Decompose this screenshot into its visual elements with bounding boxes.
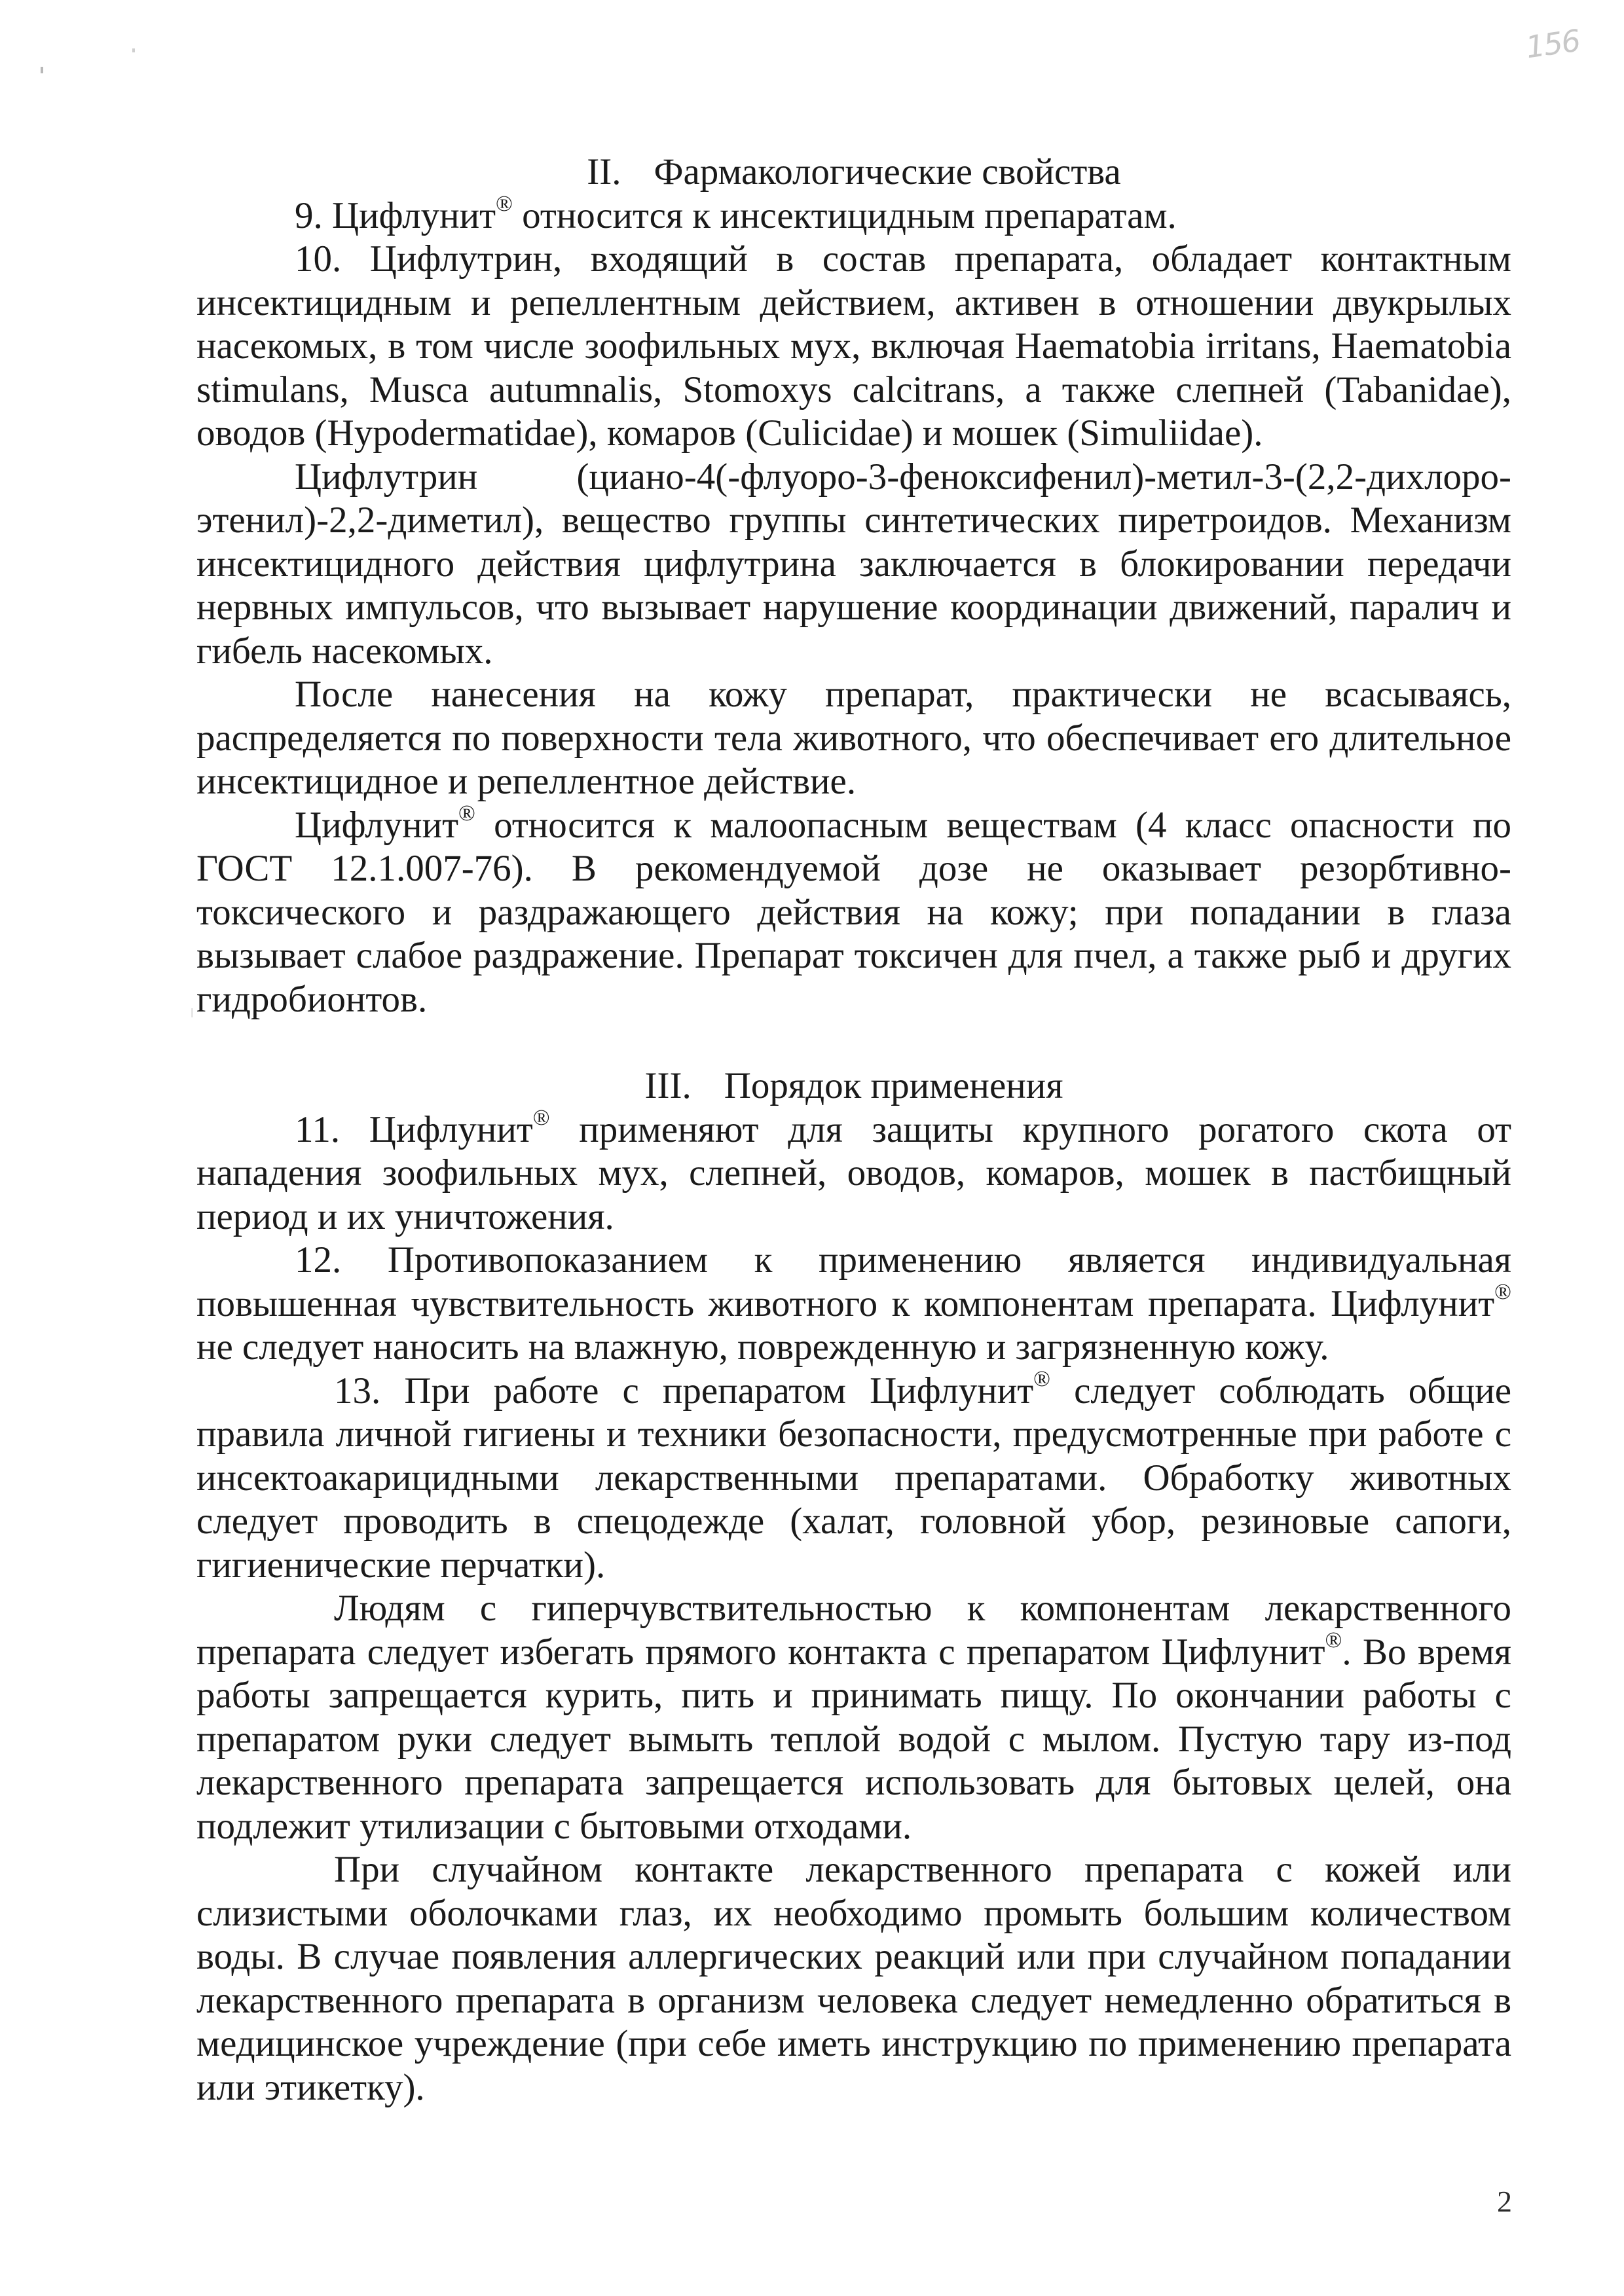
section-number: II.: [587, 151, 621, 192]
document-body: [196, 151, 1511, 2109]
registered-trademark-mark: ®: [496, 191, 513, 216]
registered-trademark-mark: ®: [458, 801, 475, 826]
paragraph-12: 12. Противопоказанием к применению является индивидуальная повышенная чувствительность животного к компонентам препарата. Цифлунит® не следует наносить на влажную, поврежденную и загрязненную кожу.: [196, 1239, 1511, 1368]
registered-trademark-mark: ®: [1494, 1279, 1511, 1304]
page-number: 2: [1497, 2185, 1512, 2218]
paragraph-toxicity-class: Цифлунит® относится к малоопасным веществам (4 класс опасности по ГОСТ 12.1.007-76). В рекомендуемой дозе не оказывает резорбтивно-токсического и раздражающего действия на кожу; при попадании в глаза вызывает слабое раздражение. Препарат токсичен для пчел, а также рыб и других гидробионтов.: [196, 801, 1511, 1020]
paragraph-accidental-contact: При случайном контакте лекарственного препарата с кожей или слизистыми оболочками глаз, их необходимо промыть большим количеством воды. В случае появления аллергических реакций или при случайном попадании лекарственного препарата в организм человека следует немедленно обратиться в медицинское учреждение (при себе иметь инструкцию по применению препарата или этикетку).: [196, 1849, 1511, 2108]
paragraph-skin-distribution: После нанесения на кожу препарат, практически не всасываясь, распределяется по поверхности тела животного, что обеспечивает его длительное инсектицидное и репеллентное действие.: [196, 674, 1511, 802]
section-number: III.: [644, 1065, 692, 1106]
section-heading: [196, 151, 1511, 194]
registered-trademark-mark: ®: [532, 1105, 550, 1130]
section-spacer: [196, 1021, 1511, 1065]
section-heading: [196, 1065, 1511, 1108]
paragraph-9: 9. Цифлунит® относится к инсектицидным препаратам.: [295, 191, 1177, 236]
paragraph-cyfluthrin-mechanism: Цифлутрин (циано-4(-флуоро-3-феноксифенил)-метил-3-(2,2-дихлоро-этенил)-2,2-диметил), вещество группы синтетических пиретроидов. Механизм инсектицидного действия цифлутрина заключается в блокировании передачи нервных импульсов, что вызывает нарушение координации движений, паралич и гибель насекомых.: [196, 456, 1511, 672]
scan-speck: [132, 48, 135, 52]
registered-trademark-mark: ®: [1325, 1628, 1342, 1652]
paragraph-hypersensitivity: Людям с гиперчувствительностью к компонентам лекарственного препарата следует избегать прямого контакта с препаратом Цифлунит®. Во время работы запрещается курить, пить и принимать пищу. По окончании работы с препаратом руки следует вымыть теплой водой с мылом. Пустую тару из-под лекарственного препарата запрещается использовать для бытовых целей, она подлежит утилизации с бытовыми отходами.: [196, 1588, 1511, 1847]
registered-trademark-mark: ®: [1033, 1366, 1050, 1391]
section-title: Порядок применения: [724, 1065, 1063, 1106]
paragraph-10: 10. Цифлутрин, входящий в состав препарата, обладает контактным инсектицидным и репеллентным действием, активен в отношении двукрылых насекомых, в том числе зоофильных мух, включая Haematobia irritans, Haematobia stimulans, Musca autumnalis, Stomoxys calcitrans, а также слепней (Tabanidae), оводов (Hypodermatidae), комаров (Culicidae) и мошек (Simuliidae).: [196, 238, 1511, 454]
paragraph-11: 11. Цифлунит® применяют для защиты крупного рогатого скота от нападения зоофильных мух, слепней, оводов, комаров, мошек в пастбищный период и их уничтожения.: [196, 1105, 1511, 1237]
paragraph-13: 13. При работе с препаратом Цифлунит® следует соблюдать общие правила личной гигиены и техники безопасности, предусмотренные при работе с инсектоакарицидными лекарственными препаратами. Обработку животных следует проводить в спецодежде (халат, головной убор, резиновые сапоги, гигиенические перчатки).: [196, 1366, 1511, 1586]
section-application-procedure: [196, 1065, 1511, 2109]
section-title: Фармакологические свойства: [654, 151, 1121, 192]
section-pharmacological-properties: [196, 151, 1511, 1021]
scan-speck: [191, 1008, 193, 1017]
scan-speck: [41, 67, 43, 73]
handwritten-sheet-number: 156: [1523, 22, 1582, 65]
